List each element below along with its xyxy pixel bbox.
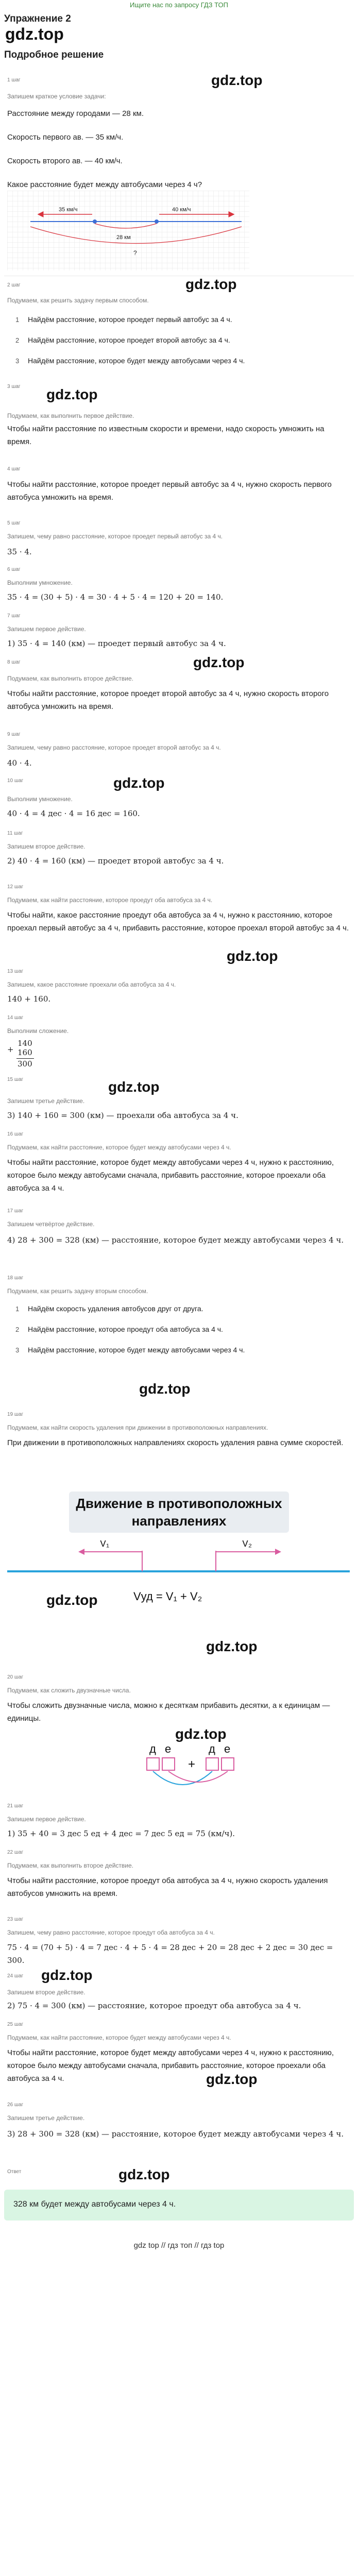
step-label: 11 шаг — [7, 831, 23, 836]
step-intro: Подумаем, как найти расстояние, которое будет между автобусами через 4 ч. — [7, 1144, 231, 1151]
v1-label: V₁ — [100, 1540, 110, 1549]
step-intro: Выполним умножение. — [7, 795, 73, 803]
watermark-logo: gdz.top — [206, 1638, 258, 1654]
step-intro: Запишем второе действие. — [7, 1989, 86, 1996]
step-label: 14 шаг — [7, 1015, 24, 1021]
addend: 140 — [18, 1039, 32, 1048]
plus-sign: + — [7, 1045, 14, 1054]
step-label: 1 шаг — [7, 77, 21, 83]
step-label: 22 шаг — [7, 1850, 24, 1855]
watermark-logo: gdz.top — [193, 654, 245, 670]
speed-formula: Vуд = V₁ + V₂ — [133, 1590, 202, 1603]
step-label: 18 шаг — [7, 1275, 24, 1281]
list-item: 2 Найдём расстояние, которое проедет второй автобус за 4 ч. — [15, 336, 230, 344]
watermark-logo: gdz.top — [113, 775, 165, 791]
watermark-logo: gdz.top — [139, 1381, 191, 1397]
top-search-link[interactable]: Ищите нас по запросу ГДЗ ТОП — [130, 1, 228, 9]
step-text: Чтобы найти расстояние, которое будет между автобусами через 4 ч, нужно к расстоянию, которое было между автобусами сначала, прибавить расстояние, которое проехали оба автобуса за 4 ч. — [7, 2048, 334, 2083]
step-label: 6 шаг — [7, 567, 21, 572]
watermark-logo: gdz.top — [206, 2071, 258, 2087]
math-expression: 3) 28 + 300 = 328 (км) — расстояние, которое будет между автобусами через 4 ч. — [7, 2129, 344, 2139]
step-label: 5 шаг — [7, 520, 21, 526]
math-expression: 2) 40 · 4 = 160 (км) — проедет второй автобус за 4 ч. — [7, 856, 224, 866]
step-text: Чтобы найти, какое расстояние проедут оба автобуса за 4 ч, нужно к расстоянию, которое проехал первый автобус за 4 ч, прибавить расстояние, которое проехал второй автобус за 4 ч. — [7, 911, 349, 933]
step-label: 15 шаг — [7, 1077, 24, 1082]
step-intro: Запишем первое действие. — [7, 625, 86, 633]
step-intro: Запишем второе действие. — [7, 843, 86, 850]
scheme-drawing — [7, 191, 249, 270]
step-label: 17 шаг — [7, 1208, 24, 1214]
step-label: 3 шаг — [7, 384, 21, 389]
math-expression: 40 · 4. — [7, 758, 32, 768]
ones-letter: е — [224, 1742, 231, 1755]
math-expression: 140 + 160. — [7, 994, 51, 1004]
footer-link[interactable]: gdz top — [133, 2241, 159, 2250]
math-expression: 4) 28 + 300 = 328 (км) — расстояние, которое будет между автобусами через 4 ч. — [7, 1235, 344, 1245]
scheme-speed1: 35 км/ч — [59, 207, 78, 213]
step-intro: Запишем четвёртое действие. — [7, 1221, 95, 1228]
v2-arrowhead — [275, 1549, 281, 1555]
math-expression: 40 · 4 = 4 дес · 4 = 16 дес = 160. — [7, 809, 140, 818]
list-item: 2 Найдём расстояние, которое проедут оба автобуса за 4 ч. — [15, 1325, 223, 1333]
step-label: 10 шаг — [7, 778, 24, 784]
step-text: Чтобы найти расстояние, которое проедет второй автобус за 4 ч, нужно скорость второго автобуса умножить на время. — [7, 689, 329, 711]
condition-line: Скорость второго ав. — 40 км/ч. — [7, 157, 123, 165]
step-intro: Подумаем, как выполнить второе действие. — [7, 1862, 133, 1869]
watermark-logo: gdz.top — [118, 2166, 170, 2182]
step-intro: Подумаем, как сложить двузначные числа. — [7, 1687, 131, 1694]
plan-list — [7, 309, 347, 371]
math-expression: 35 · 4 = (30 + 5) · 4 = 30 · 4 + 5 · 4 = 120 + 20 = 140. — [7, 592, 224, 602]
step-intro: Подумаем, как решить задачу первым способом. — [7, 297, 149, 304]
watermark-logo: gdz.top — [185, 276, 237, 292]
plan-list — [7, 1298, 347, 1360]
step-intro: Запишем третье действие. — [7, 1097, 85, 1105]
step-label: 26 шаг — [7, 2102, 24, 2108]
detail-solution-title: Подробное решение — [4, 49, 104, 60]
step-intro: Подумаем, как решить задачу вторым способом. — [7, 1287, 148, 1295]
step-intro: Выполним умножение. — [7, 579, 73, 586]
list-item: 1 Найдём расстояние, которое проедет первый автобус за 4 ч. — [15, 315, 232, 324]
sum-result: 300 — [18, 1059, 32, 1069]
math-expression: 1) 35 · 4 = 140 (км) — проедет первый автобус за 4 ч. — [7, 639, 226, 648]
step-intro: Подумаем, как найти расстояние, которое будет между автобусами через 4 ч. — [7, 2034, 231, 2041]
step-label: 2 шаг — [7, 282, 21, 288]
site-logo[interactable]: gdz.top — [5, 25, 64, 43]
step-intro: Запишем краткое условие задачи: — [7, 93, 106, 100]
v1-arrowhead — [78, 1549, 84, 1555]
tens-letter: д — [149, 1742, 156, 1755]
condition-line: Скорость первого ав. — 35 км/ч. — [7, 133, 124, 142]
step-intro: Выполним сложение. — [7, 1027, 69, 1035]
watermark-logo: gdz.top — [41, 1967, 93, 1983]
list-item: 1 Найдём скорость удаления автобусов друг от друга. — [15, 1304, 203, 1313]
digits-diagram — [129, 1741, 252, 1798]
step-text: Чтобы найти расстояние, которое проедут оба автобуса за 4 ч, нужно скорость удаления автобусов умножить на время. — [7, 1876, 328, 1898]
step-intro: Запишем третье действие. — [7, 2114, 85, 2122]
answer-text: 328 км будет между автобусами через 4 ч. — [13, 2200, 176, 2209]
sum-line — [16, 1058, 34, 1059]
condition-question: Какое расстояние будет между автобусами через 4 ч? — [7, 180, 202, 189]
footer — [0, 2241, 358, 2250]
step-label: 24 шаг — [7, 1973, 24, 1979]
math-expression: 75 · 4 = (70 + 5) · 4 = 7 дес · 4 + 5 · 4 = 28 дес + 20 = 28 дес + 2 дес = 30 дес = 300. — [7, 1943, 333, 1965]
list-item: 3 Найдём расстояние, которое будет между автобусами через 4 ч. — [15, 357, 245, 365]
watermark-logo: gdz.top — [175, 1726, 227, 1742]
digit-box — [221, 1758, 234, 1770]
answer-label: Ответ — [7, 2169, 22, 2175]
plus-sign: + — [188, 1757, 196, 1771]
city-point — [155, 219, 159, 224]
watermark-logo: gdz.top — [46, 386, 98, 402]
math-expression: 2) 75 · 4 = 300 (км) — расстояние, которое проедут оба автобуса за 4 ч. — [7, 2001, 301, 2010]
watermark-logo: gdz.top — [46, 1592, 98, 1608]
step-intro: Подумаем, как выполнить второе действие. — [7, 675, 133, 682]
watermark-logo: gdz.top — [227, 948, 278, 964]
step-label: 19 шаг — [7, 1412, 24, 1417]
ones-letter: е — [165, 1742, 172, 1755]
watermark-logo: gdz.top — [108, 1079, 160, 1095]
step-label: 7 шаг — [7, 613, 21, 619]
step-label: 21 шаг — [7, 1803, 24, 1809]
condition-line: Расстояние между городами — 28 км. — [7, 109, 144, 118]
step-intro: Подумаем, как выполнить первое действие. — [7, 412, 134, 419]
motion-diagram — [7, 1540, 350, 1628]
scheme-speed2: 40 км/ч — [172, 207, 191, 213]
math-expression: 3) 140 + 160 = 300 (км) — проехали оба автобуса за 4 ч. — [7, 1111, 238, 1120]
tens-arc — [153, 1771, 212, 1785]
footer-link[interactable]: гдз top — [200, 2241, 225, 2250]
step-label: 16 шаг — [7, 1131, 24, 1137]
step-text: Чтобы найти расстояние, которое будет между автобусами через 4 ч, нужно к расстоянию, которое было между автобусами сначала, прибавить расстояние, которое проехали оба автобуса за 4 ч. — [7, 1158, 334, 1193]
footer-separator: // — [194, 2241, 199, 2250]
tens-letter: д — [209, 1742, 215, 1755]
v2-label: V₂ — [242, 1540, 252, 1549]
digit-box — [206, 1758, 218, 1770]
digit-box — [162, 1758, 175, 1770]
footer-separator: // — [161, 2241, 166, 2250]
diagram-title: Движение в противоположных направлениях — [69, 1492, 289, 1533]
math-expression: 1) 35 + 40 = 3 дес 5 ед + 4 дес = 7 дес 5 ед = 75 (км/ч). — [7, 1829, 235, 1838]
step-intro: Запишем, чему равно расстояние, которое проедут оба автобуса за 4 ч. — [7, 1929, 215, 1936]
scheme-unknown: ? — [133, 249, 137, 257]
step-label: 23 шаг — [7, 1917, 24, 1922]
step-label: 13 шаг — [7, 969, 24, 974]
addend: 160 — [18, 1048, 32, 1057]
step-label: 25 шаг — [7, 2022, 24, 2027]
step-text: При движении в противоположных направлениях скорость удаления равна сумме скоростей. — [7, 1438, 344, 1447]
step-label: 20 шаг — [7, 1674, 24, 1680]
step-text: Чтобы найти расстояние, которое проедет первый автобус за 4 ч, нужно скорость первого автобуса умножить на время. — [7, 480, 332, 502]
footer-link[interactable]: гдз топ — [167, 2241, 193, 2250]
exercise-title: Упражнение 2 — [4, 13, 71, 24]
list-item: 3 Найдём расстояние, которое будет между автобусами через 4 ч. — [15, 1346, 245, 1354]
step-intro: Запишем, чему равно расстояние, которое проедет первый автобус за 4 ч. — [7, 533, 223, 540]
watermark-logo: gdz.top — [211, 72, 263, 88]
step-intro: Подумаем, как найти скорость удаления при движении в противоположных направлениях. — [7, 1424, 268, 1431]
step-intro: Запишем, чему равно расстояние, которое проедет второй автобус за 4 ч. — [7, 744, 221, 751]
step-label: 8 шаг — [7, 659, 21, 665]
city-point — [93, 219, 97, 224]
step-intro: Подумаем, как найти расстояние, которое проедут оба автобуса за 4 ч. — [7, 896, 213, 904]
step-intro: Запишем первое действие. — [7, 1816, 86, 1823]
step-label: 9 шаг — [7, 732, 21, 737]
step-label: 12 шаг — [7, 884, 24, 890]
ones-arc — [168, 1771, 228, 1782]
step-text: Чтобы сложить двузначные числа, можно к десяткам прибавить десятки, а к единицам — единицы. — [7, 1701, 330, 1723]
step-intro: Запишем, какое расстояние проехали оба автобуса за 4 ч. — [7, 981, 176, 988]
step-label: 4 шаг — [7, 466, 21, 472]
math-expression: 35 · 4. — [7, 547, 32, 556]
digit-box — [147, 1758, 159, 1770]
scheme-distance: 28 км — [116, 234, 131, 241]
step-text: Чтобы найти расстояние по известным скорости и времени, надо скорость умножить на время. — [7, 425, 325, 446]
